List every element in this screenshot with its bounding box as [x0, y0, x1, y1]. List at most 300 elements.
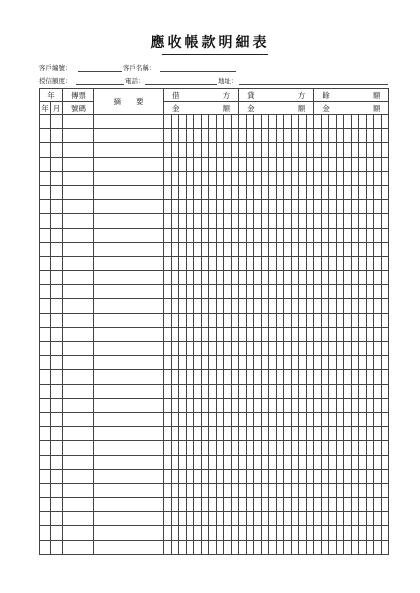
year-cell[interactable] [40, 427, 51, 441]
summary-cell[interactable] [94, 483, 164, 497]
debit-digit-cell[interactable] [171, 356, 179, 370]
credit-digit-cell[interactable] [306, 327, 314, 341]
debit-digit-cell[interactable] [179, 526, 187, 540]
credit-digit-cell[interactable] [291, 512, 299, 526]
credit-digit-cell[interactable] [284, 526, 292, 540]
credit-digit-cell[interactable] [239, 441, 247, 455]
year-cell[interactable] [40, 498, 51, 512]
month-cell[interactable] [51, 540, 63, 554]
debit-digit-cell[interactable] [171, 384, 179, 398]
balance-digit-cell[interactable] [329, 129, 337, 143]
balance-digit-cell[interactable] [321, 271, 329, 285]
credit-digit-cell[interactable] [261, 228, 269, 242]
balance-digit-cell[interactable] [381, 214, 389, 228]
credit-digit-cell[interactable] [246, 469, 254, 483]
debit-digit-cell[interactable] [224, 171, 232, 185]
credit-digit-cell[interactable] [299, 157, 307, 171]
balance-digit-cell[interactable] [381, 384, 389, 398]
credit-digit-cell[interactable] [284, 185, 292, 199]
debit-digit-cell[interactable] [164, 483, 172, 497]
credit-digit-cell[interactable] [239, 469, 247, 483]
debit-digit-cell[interactable] [209, 299, 217, 313]
debit-digit-cell[interactable] [224, 455, 232, 469]
balance-digit-cell[interactable] [336, 185, 344, 199]
balance-digit-cell[interactable] [351, 228, 359, 242]
credit-digit-cell[interactable] [246, 200, 254, 214]
credit-digit-cell[interactable] [239, 285, 247, 299]
balance-digit-cell[interactable] [374, 342, 382, 356]
debit-digit-cell[interactable] [209, 356, 217, 370]
credit-digit-cell[interactable] [254, 455, 262, 469]
debit-digit-cell[interactable] [186, 185, 194, 199]
summary-cell[interactable] [94, 384, 164, 398]
balance-digit-cell[interactable] [344, 185, 352, 199]
balance-digit-cell[interactable] [381, 441, 389, 455]
month-cell[interactable] [51, 384, 63, 398]
balance-digit-cell[interactable] [359, 313, 367, 327]
credit-digit-cell[interactable] [306, 412, 314, 426]
credit-digit-cell[interactable] [254, 342, 262, 356]
debit-digit-cell[interactable] [171, 214, 179, 228]
year-cell[interactable] [40, 185, 51, 199]
debit-digit-cell[interactable] [194, 129, 202, 143]
balance-digit-cell[interactable] [366, 143, 374, 157]
credit-digit-cell[interactable] [269, 242, 277, 256]
debit-digit-cell[interactable] [164, 299, 172, 313]
balance-digit-cell[interactable] [381, 271, 389, 285]
debit-digit-cell[interactable] [171, 143, 179, 157]
debit-digit-cell[interactable] [231, 384, 239, 398]
credit-digit-cell[interactable] [254, 498, 262, 512]
summary-cell[interactable] [94, 185, 164, 199]
year-cell[interactable] [40, 285, 51, 299]
balance-digit-cell[interactable] [329, 469, 337, 483]
debit-digit-cell[interactable] [194, 427, 202, 441]
summary-cell[interactable] [94, 469, 164, 483]
debit-digit-cell[interactable] [209, 228, 217, 242]
balance-digit-cell[interactable] [344, 271, 352, 285]
credit-digit-cell[interactable] [284, 512, 292, 526]
balance-digit-cell[interactable] [374, 242, 382, 256]
balance-digit-cell[interactable] [374, 299, 382, 313]
balance-digit-cell[interactable] [374, 356, 382, 370]
debit-digit-cell[interactable] [224, 498, 232, 512]
debit-digit-cell[interactable] [231, 356, 239, 370]
summary-cell[interactable] [94, 171, 164, 185]
credit-digit-cell[interactable] [291, 398, 299, 412]
credit-digit-cell[interactable] [239, 171, 247, 185]
debit-digit-cell[interactable] [179, 540, 187, 554]
balance-digit-cell[interactable] [336, 441, 344, 455]
voucher-cell[interactable] [63, 228, 94, 242]
year-cell[interactable] [40, 483, 51, 497]
month-cell[interactable] [51, 398, 63, 412]
credit-digit-cell[interactable] [239, 540, 247, 554]
balance-digit-cell[interactable] [374, 370, 382, 384]
credit-digit-cell[interactable] [276, 299, 284, 313]
debit-digit-cell[interactable] [209, 200, 217, 214]
balance-digit-cell[interactable] [321, 540, 329, 554]
credit-digit-cell[interactable] [284, 271, 292, 285]
credit-digit-cell[interactable] [239, 342, 247, 356]
credit-digit-cell[interactable] [276, 285, 284, 299]
credit-digit-cell[interactable] [284, 412, 292, 426]
balance-digit-cell[interactable] [329, 427, 337, 441]
balance-digit-cell[interactable] [329, 171, 337, 185]
balance-digit-cell[interactable] [359, 129, 367, 143]
credit-digit-cell[interactable] [269, 327, 277, 341]
balance-digit-cell[interactable] [381, 171, 389, 185]
balance-digit-cell[interactable] [314, 256, 322, 270]
debit-digit-cell[interactable] [209, 214, 217, 228]
credit-digit-cell[interactable] [254, 427, 262, 441]
credit-digit-cell[interactable] [284, 115, 292, 129]
month-cell[interactable] [51, 512, 63, 526]
debit-digit-cell[interactable] [224, 313, 232, 327]
debit-digit-cell[interactable] [201, 129, 209, 143]
balance-digit-cell[interactable] [314, 427, 322, 441]
balance-digit-cell[interactable] [321, 412, 329, 426]
phone-field[interactable] [145, 84, 217, 85]
credit-digit-cell[interactable] [299, 171, 307, 185]
month-cell[interactable] [51, 271, 63, 285]
year-cell[interactable] [40, 398, 51, 412]
balance-digit-cell[interactable] [366, 157, 374, 171]
balance-digit-cell[interactable] [351, 115, 359, 129]
voucher-cell[interactable] [63, 469, 94, 483]
credit-digit-cell[interactable] [269, 313, 277, 327]
balance-digit-cell[interactable] [336, 540, 344, 554]
balance-digit-cell[interactable] [329, 512, 337, 526]
credit-digit-cell[interactable] [291, 412, 299, 426]
balance-digit-cell[interactable] [381, 200, 389, 214]
debit-digit-cell[interactable] [171, 256, 179, 270]
debit-digit-cell[interactable] [164, 398, 172, 412]
credit-digit-cell[interactable] [284, 469, 292, 483]
debit-digit-cell[interactable] [231, 313, 239, 327]
debit-digit-cell[interactable] [186, 384, 194, 398]
credit-digit-cell[interactable] [284, 200, 292, 214]
credit-digit-cell[interactable] [284, 370, 292, 384]
balance-digit-cell[interactable] [366, 115, 374, 129]
balance-digit-cell[interactable] [351, 271, 359, 285]
credit-digit-cell[interactable] [246, 498, 254, 512]
debit-digit-cell[interactable] [224, 483, 232, 497]
balance-digit-cell[interactable] [321, 299, 329, 313]
credit-digit-cell[interactable] [246, 455, 254, 469]
credit-digit-cell[interactable] [276, 157, 284, 171]
month-cell[interactable] [51, 412, 63, 426]
credit-digit-cell[interactable] [246, 540, 254, 554]
debit-digit-cell[interactable] [231, 157, 239, 171]
debit-digit-cell[interactable] [164, 384, 172, 398]
balance-digit-cell[interactable] [336, 370, 344, 384]
balance-digit-cell[interactable] [344, 115, 352, 129]
credit-digit-cell[interactable] [269, 171, 277, 185]
month-cell[interactable] [51, 483, 63, 497]
credit-digit-cell[interactable] [269, 483, 277, 497]
year-cell[interactable] [40, 384, 51, 398]
credit-digit-cell[interactable] [254, 540, 262, 554]
year-cell[interactable] [40, 228, 51, 242]
voucher-cell[interactable] [63, 398, 94, 412]
balance-digit-cell[interactable] [359, 540, 367, 554]
balance-digit-cell[interactable] [351, 469, 359, 483]
voucher-cell[interactable] [63, 526, 94, 540]
credit-digit-cell[interactable] [299, 256, 307, 270]
credit-digit-cell[interactable] [291, 370, 299, 384]
debit-digit-cell[interactable] [171, 469, 179, 483]
balance-digit-cell[interactable] [381, 483, 389, 497]
debit-digit-cell[interactable] [216, 441, 224, 455]
balance-digit-cell[interactable] [366, 498, 374, 512]
debit-digit-cell[interactable] [231, 256, 239, 270]
debit-digit-cell[interactable] [171, 455, 179, 469]
credit-digit-cell[interactable] [254, 483, 262, 497]
debit-digit-cell[interactable] [194, 285, 202, 299]
credit-digit-cell[interactable] [261, 384, 269, 398]
credit-digit-cell[interactable] [239, 214, 247, 228]
credit-digit-cell[interactable] [254, 441, 262, 455]
address-field[interactable] [239, 84, 388, 85]
debit-digit-cell[interactable] [216, 469, 224, 483]
credit-digit-cell[interactable] [291, 129, 299, 143]
voucher-cell[interactable] [63, 171, 94, 185]
debit-digit-cell[interactable] [216, 540, 224, 554]
debit-digit-cell[interactable] [179, 313, 187, 327]
balance-digit-cell[interactable] [374, 157, 382, 171]
balance-digit-cell[interactable] [344, 313, 352, 327]
credit-digit-cell[interactable] [306, 483, 314, 497]
balance-digit-cell[interactable] [336, 228, 344, 242]
month-cell[interactable] [51, 214, 63, 228]
debit-digit-cell[interactable] [171, 483, 179, 497]
credit-digit-cell[interactable] [284, 285, 292, 299]
debit-digit-cell[interactable] [231, 271, 239, 285]
balance-digit-cell[interactable] [374, 384, 382, 398]
credit-digit-cell[interactable] [299, 185, 307, 199]
credit-digit-cell[interactable] [291, 157, 299, 171]
debit-digit-cell[interactable] [194, 242, 202, 256]
balance-digit-cell[interactable] [321, 313, 329, 327]
credit-digit-cell[interactable] [306, 299, 314, 313]
debit-digit-cell[interactable] [194, 115, 202, 129]
debit-digit-cell[interactable] [186, 115, 194, 129]
balance-digit-cell[interactable] [351, 512, 359, 526]
debit-digit-cell[interactable] [171, 285, 179, 299]
debit-digit-cell[interactable] [201, 285, 209, 299]
balance-digit-cell[interactable] [314, 469, 322, 483]
credit-digit-cell[interactable] [246, 242, 254, 256]
debit-digit-cell[interactable] [209, 285, 217, 299]
debit-digit-cell[interactable] [179, 228, 187, 242]
balance-digit-cell[interactable] [321, 157, 329, 171]
debit-digit-cell[interactable] [201, 498, 209, 512]
debit-digit-cell[interactable] [194, 540, 202, 554]
debit-digit-cell[interactable] [224, 285, 232, 299]
balance-digit-cell[interactable] [344, 370, 352, 384]
balance-digit-cell[interactable] [329, 412, 337, 426]
balance-digit-cell[interactable] [336, 526, 344, 540]
credit-digit-cell[interactable] [269, 271, 277, 285]
voucher-cell[interactable] [63, 242, 94, 256]
balance-digit-cell[interactable] [336, 299, 344, 313]
balance-digit-cell[interactable] [374, 412, 382, 426]
debit-digit-cell[interactable] [194, 214, 202, 228]
balance-digit-cell[interactable] [336, 384, 344, 398]
credit-digit-cell[interactable] [261, 200, 269, 214]
credit-digit-cell[interactable] [246, 342, 254, 356]
balance-digit-cell[interactable] [314, 342, 322, 356]
credit-digit-cell[interactable] [291, 526, 299, 540]
debit-digit-cell[interactable] [231, 228, 239, 242]
credit-digit-cell[interactable] [284, 455, 292, 469]
balance-digit-cell[interactable] [366, 299, 374, 313]
debit-digit-cell[interactable] [179, 412, 187, 426]
credit-digit-cell[interactable] [284, 242, 292, 256]
balance-digit-cell[interactable] [321, 356, 329, 370]
debit-digit-cell[interactable] [186, 398, 194, 412]
credit-digit-cell[interactable] [291, 342, 299, 356]
year-cell[interactable] [40, 469, 51, 483]
summary-cell[interactable] [94, 526, 164, 540]
debit-digit-cell[interactable] [186, 469, 194, 483]
balance-digit-cell[interactable] [359, 370, 367, 384]
debit-digit-cell[interactable] [201, 455, 209, 469]
balance-digit-cell[interactable] [329, 342, 337, 356]
debit-digit-cell[interactable] [164, 115, 172, 129]
debit-digit-cell[interactable] [164, 356, 172, 370]
debit-digit-cell[interactable] [224, 427, 232, 441]
credit-digit-cell[interactable] [239, 412, 247, 426]
debit-digit-cell[interactable] [201, 384, 209, 398]
debit-digit-cell[interactable] [164, 157, 172, 171]
credit-digit-cell[interactable] [299, 285, 307, 299]
credit-digit-cell[interactable] [276, 412, 284, 426]
summary-cell[interactable] [94, 512, 164, 526]
debit-digit-cell[interactable] [201, 327, 209, 341]
voucher-cell[interactable] [63, 412, 94, 426]
balance-digit-cell[interactable] [336, 171, 344, 185]
credit-digit-cell[interactable] [246, 285, 254, 299]
debit-digit-cell[interactable] [201, 370, 209, 384]
debit-digit-cell[interactable] [231, 498, 239, 512]
debit-digit-cell[interactable] [201, 313, 209, 327]
debit-digit-cell[interactable] [186, 171, 194, 185]
voucher-cell[interactable] [63, 313, 94, 327]
credit-digit-cell[interactable] [276, 540, 284, 554]
credit-digit-cell[interactable] [246, 228, 254, 242]
credit-digit-cell[interactable] [261, 455, 269, 469]
credit-digit-cell[interactable] [269, 412, 277, 426]
credit-digit-cell[interactable] [239, 455, 247, 469]
credit-digit-cell[interactable] [306, 285, 314, 299]
credit-digit-cell[interactable] [291, 299, 299, 313]
month-cell[interactable] [51, 455, 63, 469]
debit-digit-cell[interactable] [179, 143, 187, 157]
credit-digit-cell[interactable] [291, 469, 299, 483]
balance-digit-cell[interactable] [366, 356, 374, 370]
credit-digit-cell[interactable] [246, 313, 254, 327]
credit-digit-cell[interactable] [306, 143, 314, 157]
balance-digit-cell[interactable] [374, 469, 382, 483]
debit-digit-cell[interactable] [164, 498, 172, 512]
summary-cell[interactable] [94, 327, 164, 341]
balance-digit-cell[interactable] [344, 455, 352, 469]
credit-digit-cell[interactable] [246, 157, 254, 171]
credit-digit-cell[interactable] [269, 384, 277, 398]
balance-digit-cell[interactable] [374, 185, 382, 199]
balance-digit-cell[interactable] [366, 256, 374, 270]
credit-digit-cell[interactable] [261, 342, 269, 356]
credit-digit-cell[interactable] [246, 370, 254, 384]
credit-digit-cell[interactable] [276, 327, 284, 341]
balance-digit-cell[interactable] [381, 313, 389, 327]
debit-digit-cell[interactable] [186, 299, 194, 313]
balance-digit-cell[interactable] [344, 526, 352, 540]
credit-digit-cell[interactable] [269, 441, 277, 455]
credit-digit-cell[interactable] [246, 356, 254, 370]
balance-digit-cell[interactable] [336, 342, 344, 356]
voucher-cell[interactable] [63, 157, 94, 171]
month-cell[interactable] [51, 327, 63, 341]
balance-digit-cell[interactable] [374, 398, 382, 412]
credit-digit-cell[interactable] [276, 256, 284, 270]
balance-digit-cell[interactable] [359, 214, 367, 228]
debit-digit-cell[interactable] [224, 540, 232, 554]
debit-digit-cell[interactable] [201, 441, 209, 455]
credit-digit-cell[interactable] [261, 483, 269, 497]
debit-digit-cell[interactable] [179, 214, 187, 228]
debit-digit-cell[interactable] [186, 498, 194, 512]
debit-digit-cell[interactable] [171, 228, 179, 242]
credit-digit-cell[interactable] [239, 427, 247, 441]
debit-digit-cell[interactable] [216, 129, 224, 143]
balance-digit-cell[interactable] [314, 512, 322, 526]
balance-digit-cell[interactable] [374, 171, 382, 185]
credit-digit-cell[interactable] [239, 498, 247, 512]
credit-digit-cell[interactable] [291, 384, 299, 398]
credit-digit-cell[interactable] [261, 370, 269, 384]
balance-digit-cell[interactable] [351, 256, 359, 270]
debit-digit-cell[interactable] [194, 498, 202, 512]
credit-digit-cell[interactable] [284, 256, 292, 270]
balance-digit-cell[interactable] [351, 214, 359, 228]
voucher-cell[interactable] [63, 455, 94, 469]
credit-digit-cell[interactable] [261, 129, 269, 143]
balance-digit-cell[interactable] [344, 483, 352, 497]
debit-digit-cell[interactable] [216, 384, 224, 398]
month-cell[interactable] [51, 200, 63, 214]
credit-digit-cell[interactable] [299, 384, 307, 398]
debit-digit-cell[interactable] [164, 271, 172, 285]
balance-digit-cell[interactable] [366, 540, 374, 554]
balance-digit-cell[interactable] [344, 540, 352, 554]
credit-digit-cell[interactable] [276, 483, 284, 497]
credit-digit-cell[interactable] [306, 540, 314, 554]
debit-digit-cell[interactable] [186, 370, 194, 384]
credit-digit-cell[interactable] [254, 384, 262, 398]
debit-digit-cell[interactable] [194, 256, 202, 270]
debit-digit-cell[interactable] [194, 171, 202, 185]
balance-digit-cell[interactable] [381, 427, 389, 441]
debit-digit-cell[interactable] [201, 157, 209, 171]
balance-digit-cell[interactable] [366, 242, 374, 256]
debit-digit-cell[interactable] [171, 412, 179, 426]
balance-digit-cell[interactable] [359, 384, 367, 398]
balance-digit-cell[interactable] [366, 342, 374, 356]
year-cell[interactable] [40, 313, 51, 327]
